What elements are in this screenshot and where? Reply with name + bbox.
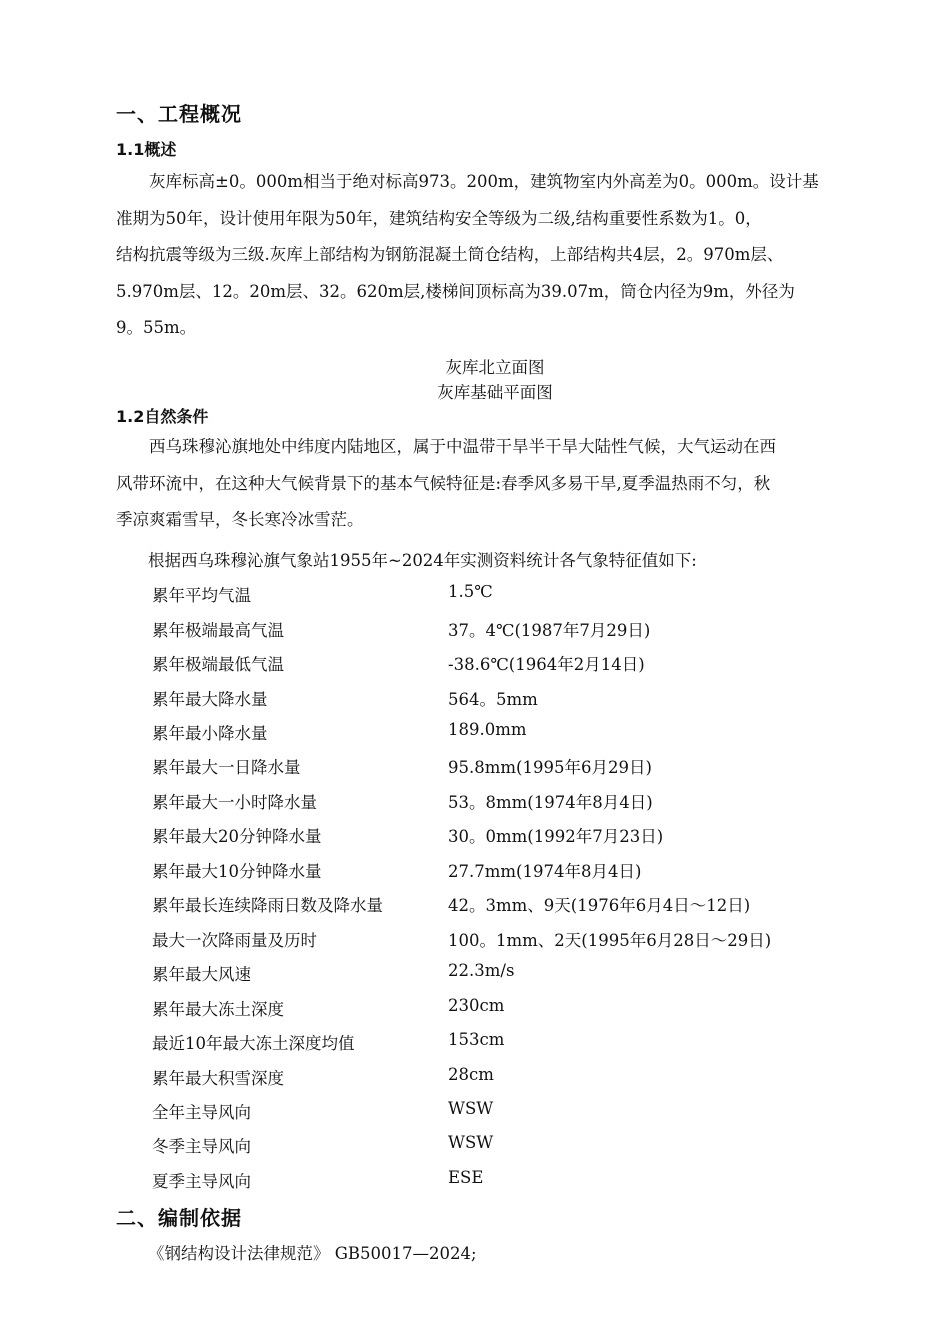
stat-value: 27.7mm(1974年8月4日) — [448, 862, 642, 881]
stat-row — [152, 686, 892, 720]
stat-row — [152, 754, 892, 788]
stat-row — [152, 617, 892, 651]
section-title-overview: 一、工程概况 — [116, 102, 242, 126]
stat-row — [152, 858, 892, 892]
figure-caption-foundation-plan: 灰库基础平面图 — [437, 383, 553, 402]
overview-line: 5.970m层、12。20m层、32。620m层,楼梯间顶标高为39.07m，筒仓内径为9m，外径为 — [116, 281, 795, 301]
stat-label: 冬季主导风向 — [152, 1137, 251, 1156]
overview-line: 结构抗震等级为三级.灰库上部结构为钢筋混凝土筒仓结构，上部结构共4层，2。970m层、 — [116, 245, 784, 264]
stat-row — [152, 1099, 892, 1133]
stat-value: 95.8mm(1995年6月29日) — [448, 758, 652, 777]
stat-row — [152, 1065, 892, 1099]
stat-row — [152, 1133, 892, 1167]
overview-line: 准期为50年，设计使用年限为50年，建筑结构安全等级为二级,结构重要性系数为1。0， — [116, 208, 762, 228]
stat-label: 累年极端最低气温 — [152, 655, 284, 674]
figure-caption-north-elevation: 灰库北立面图 — [445, 358, 545, 377]
stat-row — [152, 1168, 892, 1202]
stat-row — [152, 996, 892, 1030]
stat-label: 累年最小降水量 — [152, 724, 268, 743]
stat-label: 全年主导风向 — [152, 1103, 251, 1122]
climate-line: 西乌珠穆沁旗地处中纬度内陆地区，属于中温带干旱半干旱大陆性气候，大气运动在西 — [149, 437, 776, 456]
subsection-title-summary: 1.1概述 — [116, 140, 177, 159]
reference-line: 《钢结构设计法律规范》 GB50017—2024; — [148, 1244, 477, 1263]
stat-value: 28cm — [448, 1065, 494, 1084]
stat-row — [152, 651, 892, 685]
stat-label: 累年最大积雪深度 — [152, 1069, 284, 1088]
stat-label: 累年极端最高气温 — [152, 621, 284, 640]
stat-label: 累年最大降水量 — [152, 690, 268, 709]
stat-value: 1.5℃ — [448, 582, 493, 601]
stats-intro: 根据西乌珠穆沁旗气象站1955年~2024年实测资料统计各气象特征值如下: — [148, 551, 697, 570]
stat-row — [152, 927, 892, 961]
overview-line: 9。55m。 — [116, 318, 197, 337]
stat-row — [152, 892, 892, 926]
section-title-basis: 二、编制依据 — [116, 1206, 242, 1230]
stat-row — [152, 1030, 892, 1064]
stat-value: 100。1mm、2天(1995年6月28日～29日) — [448, 931, 772, 950]
subsection-title-natural-conditions: 1.2自然条件 — [116, 407, 209, 426]
overview-paragraph — [116, 164, 896, 347]
stat-value: -38.6℃(1964年2月14日) — [448, 655, 645, 674]
stat-row — [152, 961, 892, 995]
stat-row — [152, 823, 892, 857]
stat-value: 30。0mm(1992年7月23日) — [448, 827, 664, 846]
stat-value: 53。8mm(1974年8月4日) — [448, 793, 653, 812]
stat-label: 累年最大20分钟降水量 — [152, 827, 322, 846]
stat-label: 夏季主导风向 — [152, 1172, 251, 1191]
stat-value: 564。5mm — [448, 690, 538, 709]
stat-value: WSW — [448, 1133, 494, 1152]
stat-label: 最大一次降雨量及历时 — [152, 931, 317, 950]
climate-paragraph — [116, 429, 896, 539]
stat-value: ESE — [448, 1168, 484, 1187]
stat-label: 累年最大10分钟降水量 — [152, 862, 322, 881]
stat-label: 累年最长连续降雨日数及降水量 — [152, 896, 383, 915]
climate-line: 季凉爽霜雪早，冬长寒冷冰雪茫。 — [116, 510, 364, 529]
stat-value: 189.0mm — [448, 720, 527, 739]
stat-row — [152, 582, 892, 616]
stat-label: 累年最大风速 — [152, 965, 251, 984]
climate-line: 风带环流中，在这种大气候背景下的基本气候特征是:春季风多易干旱,夏季温热雨不匀，秋 — [116, 473, 771, 493]
overview-line: 灰库标高±0。000m相当于绝对标高973。200m，建筑物室内外高差为0。000m。设计基 — [149, 172, 819, 191]
stat-value: 22.3m/s — [448, 961, 515, 980]
stat-value: 230cm — [448, 996, 505, 1015]
stat-row — [152, 720, 892, 754]
stat-value: WSW — [448, 1099, 494, 1118]
stat-label: 累年最大一日降水量 — [152, 758, 301, 777]
stat-label: 累年平均气温 — [152, 586, 251, 605]
stat-value: 37。4℃(1987年7月29日) — [448, 621, 651, 640]
stat-label: 累年最大冻土深度 — [152, 1000, 284, 1019]
stat-label: 累年最大一小时降水量 — [152, 793, 317, 812]
stat-value: 153cm — [448, 1030, 505, 1049]
stat-label: 最近10年最大冻土深度均值 — [152, 1034, 355, 1053]
stat-row — [152, 789, 892, 823]
stat-value: 42。3mm、9天(1976年6月4日～12日) — [448, 896, 751, 915]
